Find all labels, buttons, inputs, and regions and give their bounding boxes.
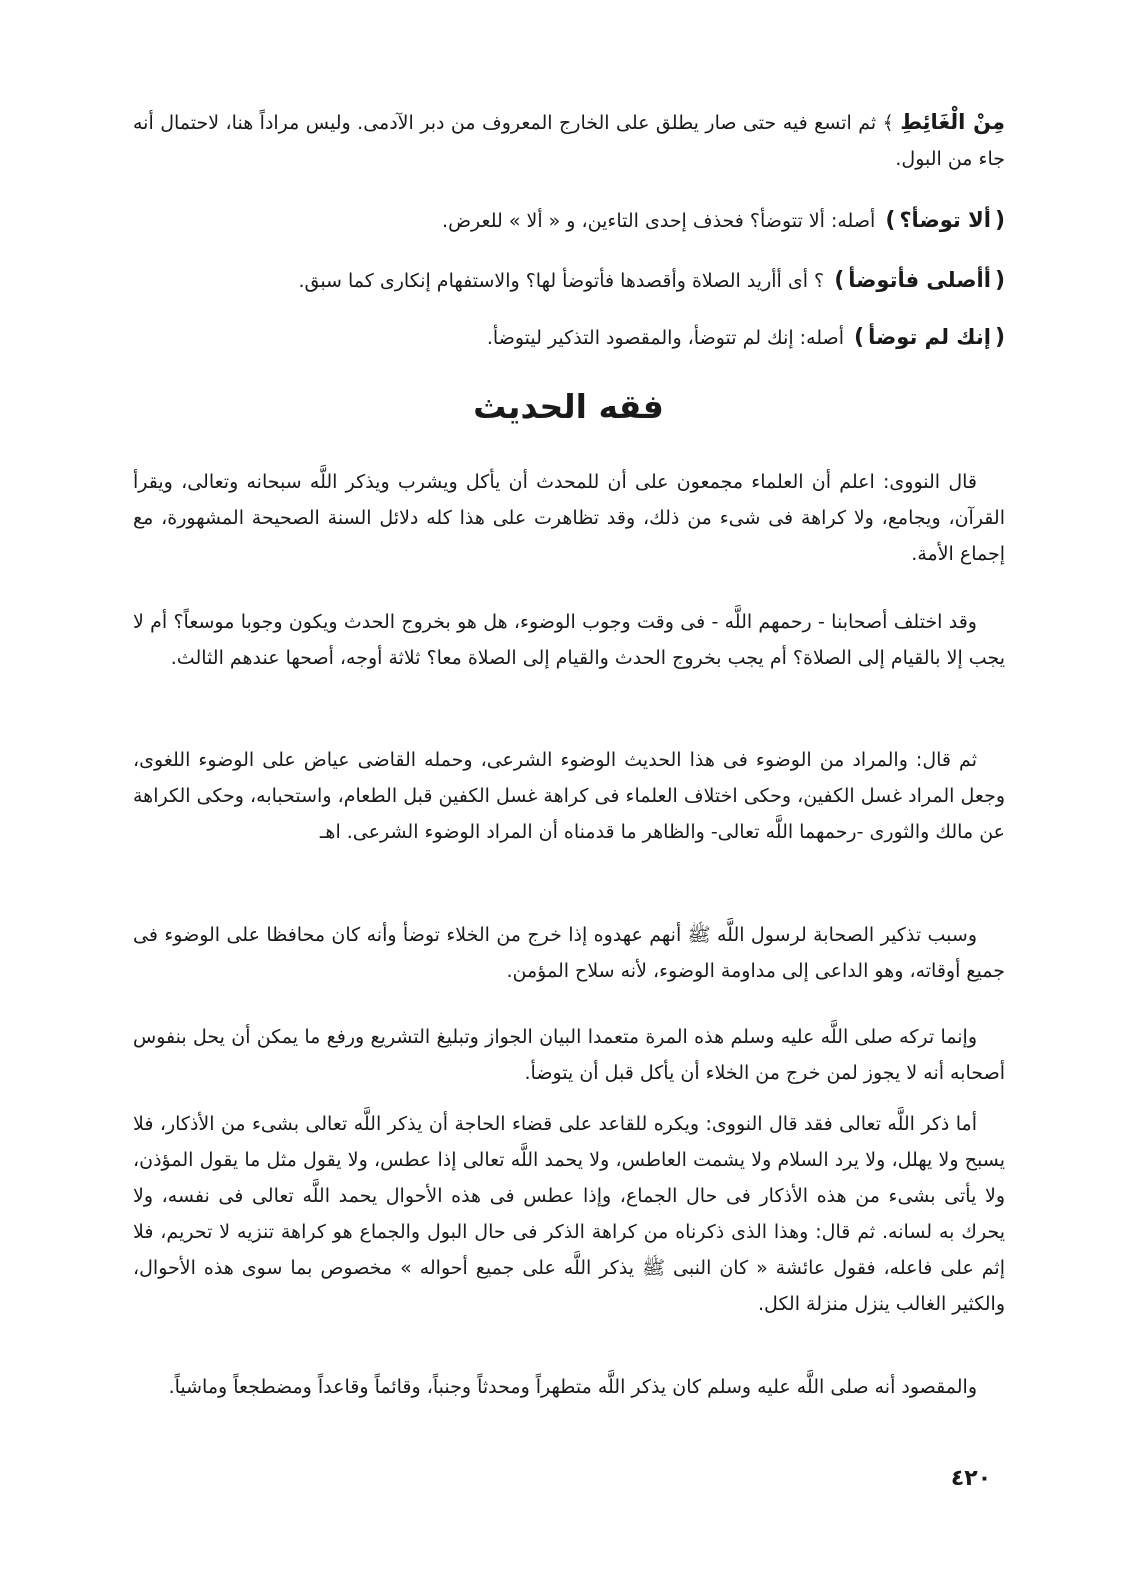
intro-paragraph xyxy=(133,104,1005,177)
paragraph-leaving-wudu: وإنما تركه صلى اللَّه عليه وسلم هذه المرة متعمدا البيان الجواز وتبليغ التشريع ورفع ما يمكن أن يحل بنفوس أصحابه أنه لا يجوز لمن خرج من الخلاء أن يأكل قبل أن يتوضأ. xyxy=(133,1026,1005,1084)
paragraph-conclusion: والمقصود أنه صلى اللَّه عليه وسلم كان يذكر اللَّه متطهراً ومحدثاً وجنباً، وقائماً وقاعداً ومضطجعاً وماشياً. xyxy=(168,1376,977,1398)
gloss-2 xyxy=(129,265,1009,296)
paragraph-wudu-meaning: ثم قال: والمراد من الوضوء فى هذا الحديث الوضوء الشرعى، وحمله القاضى عياض على الوضوء اللغوى، وجعل المراد غسل الكفين، وحكى اختلاف العلماء فى كراهة غسل الكفين قبل الطعام، واستحبابه، وحكى الكراهة عن مالك والثورى -رحمهما اللَّه تعالى- والظاهر ما قدمناه أن المراد الوضوء الشرعى. اهـ xyxy=(133,749,1005,843)
section-heading: فقه الحديث xyxy=(473,387,664,426)
gloss-1 xyxy=(129,205,1009,236)
gloss-term: إنك لم توضأ xyxy=(868,325,991,349)
paragraph-wudu-timing: وقد اختلف أصحابنا - رحمهم اللَّه - فى وقت وجوب الوضوء، هل هو بخروج الحدث ويكون وجوبا موسعاً؟ أم لا يجب إلا بالقيام إلى الصلاة؟ أم يجب بخروج الحدث والقيام إلى الصلاة معا؟ ثلاثة أوجه، أصحها عندهم الثالث. xyxy=(133,611,1005,669)
gloss-text: ؟ أى أأريد الصلاة وأقصدها فأتوضأ لها؟ والاستفهام إنكارى كما سبق. xyxy=(298,270,825,292)
quran-word: مِنْ الْغَائِطِ xyxy=(900,110,1005,134)
gloss-close-paren: ) xyxy=(885,208,896,233)
paragraph-companions-reminder: وسبب تذكير الصحابة لرسول اللَّه ﷺ أنهم عهدوه إذا خرج من الخلاء توضأ وأنه كان محافظا على الوضوء فى جميع أوقاته، وهو الداعى إلى مداومة الوضوء، لأنه سلاح المؤمن. xyxy=(133,924,1005,982)
paragraph-dhikr-rulings: أما ذكر اللَّه تعالى فقد قال النووى: ويكره للقاعد على قضاء الحاجة أن يذكر اللَّه تعالى بشىء من الأذكار، فلا يسبح ولا يهلل، ولا يرد السلام ولا يشمت العاطس، ولا يحمد اللَّه تعالى إذا عطس، ولا يقول مثل ما يقول المؤذن، ولا يأتى بشىء من هذه الأذكار فى حال الجماع، وإذا عطس فى هذه الأحوال يحمد اللَّه تعالى فى نفسه، ولا يحرك به لسانه. ثم قال: وهذا الذى ذكرناه من كراهة الذكر فى حال البول والجماع هو كراهة تنزيه لا تحريم، فلا إثم على فاعله، فقول عائشة « كان النبى ﷺ يذكر اللَّه على جميع أحواله » مخصوص بما سوى هذه الأحوال، والكثير الغالب ينزل منزلة الكل. xyxy=(133,1113,1005,1315)
gloss-close-paren: ) xyxy=(854,325,865,350)
gloss-open-paren: ( xyxy=(994,268,1005,293)
paragraph-nawawi-consensus: قال النووى: اعلم أن العلماء مجمعون على أن للمحدث أن يأكل ويشرب ويذكر اللَّه سبحانه وتعالى، ويقرأ القرآن، ويجامع، ولا كراهة فى شىء من ذلك، وقد تظاهرت على هذا كله دلائل السنة الصحيحة المشهورة، مع إجماع الأمة. xyxy=(133,471,1005,565)
gloss-close-paren: ) xyxy=(834,268,845,293)
gloss-open-paren: ( xyxy=(994,208,1005,233)
intro-text: ﴾ ثم اتسع فيه حتى صار يطلق على الخارج المعروف من دبر الآدمى. وليس مراداً هنا، لاحتمال أنه جاء من البول. xyxy=(133,112,1005,170)
gloss-term: أأصلى فأتوضأ xyxy=(848,268,991,292)
gloss-text: أصله: ألا تتوضأ؟ فحذف إحدى التاءين، و « ألا » للعرض. xyxy=(442,210,876,232)
gloss-open-paren: ( xyxy=(994,325,1005,350)
gloss-text: أصله: إنك لم تتوضأ، والمقصود التذكير ليتوضأ. xyxy=(486,327,844,349)
gloss-term: ألا توضأ؟ xyxy=(899,208,991,232)
page-number: ٤٢٠ xyxy=(950,1466,992,1491)
gloss-3 xyxy=(129,322,1009,353)
